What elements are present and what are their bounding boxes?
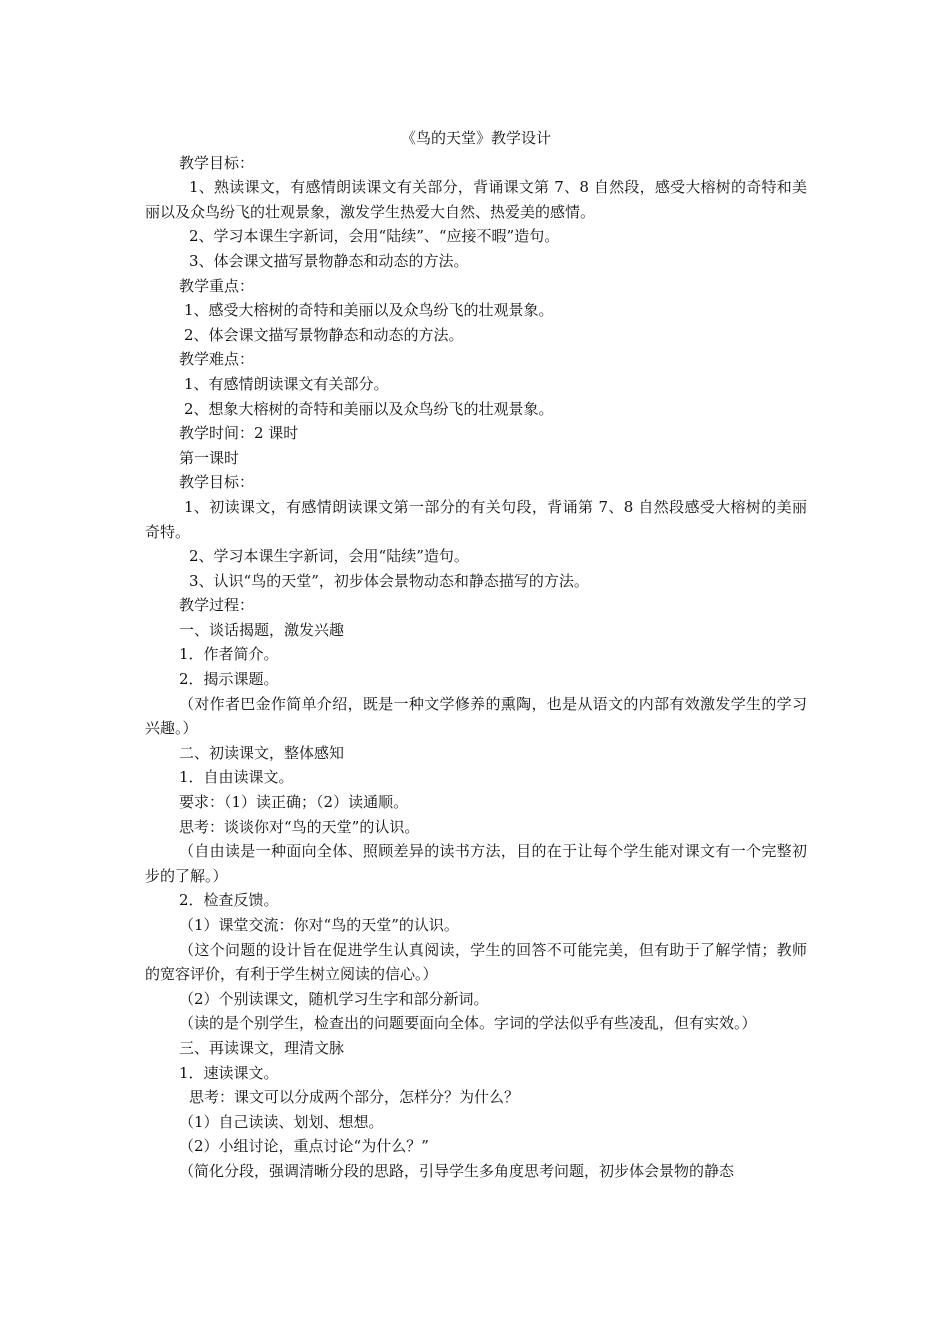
paragraph: 1、初读课文，有感情朗读课文第一部分的有关句段，背诵第 7、8 自然段感受大榕树的美丽奇特。: [145, 497, 807, 541]
paragraph: 思考：谈谈你对“鸟的天堂”的认识。: [179, 817, 420, 836]
paragraph: 1．速读课文。: [179, 1063, 279, 1082]
paragraph: 2、学习本课生字新词，会用“陆续”、“应接不暇”造句。: [189, 227, 560, 246]
paragraph: 1．自由读课文。: [179, 768, 294, 787]
document-page: [145, 126, 807, 1184]
paragraph: （1）自己读读、划划、想想。: [179, 1112, 384, 1131]
paragraph: 2、想象大榕树的奇特和美丽以及众鸟纷飞的壮观景象。: [184, 399, 554, 418]
paragraph-note: （这个问题的设计旨在促进学生认真阅读，学生的回答不可能完美，但有助于了解学情；教师的宽容评价，有利于学生树立阅读的信心。）: [145, 940, 807, 984]
paragraph: 3、认识“鸟的天堂”，初步体会景物动态和静态描写的方法。: [189, 571, 589, 590]
paragraph: 1、感受大榕树的奇特和美丽以及众鸟纷飞的壮观景象。: [184, 301, 554, 320]
paragraph: （2）个别读课文，随机学习生字和部分新词。: [179, 989, 489, 1008]
subsection-heading: 二、初读课文，整体感知: [179, 743, 345, 762]
paragraph-note: （读的是个别学生，检查出的问题要面向全体。字词的学法似乎有些凌乱，但有实效。）: [179, 1014, 757, 1033]
paragraph: 3、体会课文描写景物静态和动态的方法。: [189, 251, 469, 270]
subsection-heading: 一、谈话揭题，激发兴趣: [179, 620, 345, 639]
paragraph-note: （简化分段，强调清晰分段的思路，引导学生多角度思考问题，初步体会景物的静态: [179, 1161, 735, 1180]
paragraph: 2、学习本课生字新词，会用“陆续”造句。: [189, 547, 469, 566]
paragraph: 1、熟读课文，有感情朗读课文有关部分，背诵课文第 7、8 自然段，感受大榕树的奇特和美丽以及众鸟纷飞的壮观景象，激发学生热爱大自然、热爱美的感情。: [145, 178, 807, 221]
paragraph: 2、体会课文描写景物静态和动态的方法。: [184, 325, 464, 344]
paragraph: 2．揭示课题。: [179, 670, 279, 689]
section-heading: 教学难点：: [179, 350, 255, 369]
section-heading: 教学目标：: [179, 153, 255, 172]
paragraph: 2．检查反馈。: [179, 891, 279, 910]
paragraph-note: （对作者巴金作简单介绍，既是一种文学修养的熏陶，也是从语文的内部有效激发学生的学习兴趣。）: [145, 694, 807, 738]
section-heading: 第一课时: [179, 448, 240, 467]
section-heading: 教学过程：: [179, 596, 255, 615]
section-heading: 教学重点：: [179, 276, 255, 295]
paragraph: 要求：（1）读正确；（2）读通顺。: [179, 793, 409, 812]
subsection-heading: 三、再读课文，理清文脉: [179, 1038, 345, 1057]
paragraph: （1）课堂交流：你对“鸟的天堂”的认识。: [179, 916, 459, 934]
paragraph: 1．作者简介。: [179, 645, 279, 664]
paragraph: 教学时间：2 课时: [179, 424, 299, 443]
paragraph: 1、有感情朗读课文有关部分。: [184, 374, 389, 393]
paragraph: （2）小组讨论，重点讨论“为什么？”: [179, 1137, 429, 1156]
section-heading: 教学目标：: [179, 473, 255, 492]
paragraph: 思考：课文可以分成两个部分，怎样分？为什么？: [189, 1088, 520, 1107]
paragraph-note: （自由读是一种面向全体、照顾差异的读书方法，目的在于让每个学生能对课文有一个完整初步的了解。）: [145, 842, 807, 885]
document-title: 《鸟的天堂》教学设计: [400, 129, 551, 147]
